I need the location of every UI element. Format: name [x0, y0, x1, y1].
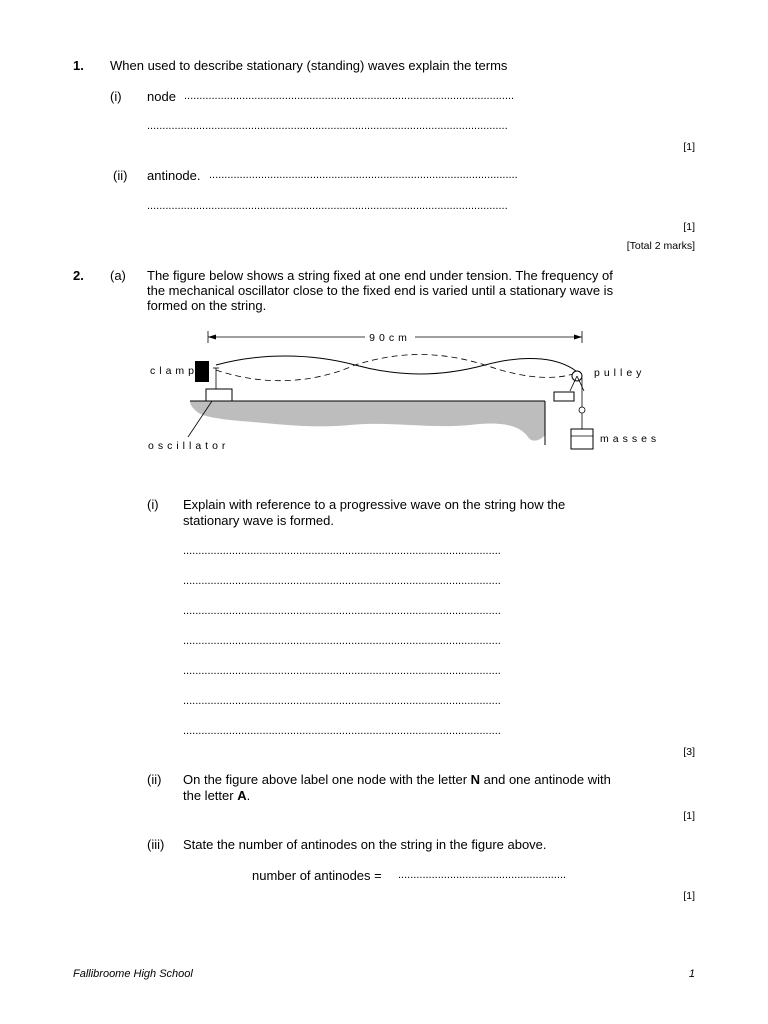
q2-intro-line-1: The figure below shows a string fixed at one end under tension. The frequency of	[147, 268, 613, 283]
q2-iii-label: (iii)	[147, 837, 165, 852]
q2-i-answer-line[interactable]: ........................................................................................................	[183, 725, 501, 737]
q2-i-answer-line[interactable]: ........................................................................................................	[183, 635, 501, 647]
q1-i-answer-line-2[interactable]: ......................................................................................................................	[147, 120, 508, 132]
masses-block	[571, 429, 593, 449]
q1-prompt: When used to describe stationary (standing) waves explain the terms	[110, 58, 508, 73]
q1-total-marks: [Total 2 marks]	[626, 240, 695, 252]
masses-label: masses	[600, 433, 660, 445]
q2-intro-line-3: formed on the string.	[147, 298, 267, 313]
antinode-letter: A	[237, 788, 247, 803]
q2-ii-mark: [1]	[683, 810, 695, 822]
q1-i-answer-line-1[interactable]: ............................................................................................................	[184, 90, 515, 102]
q2-ii-text-line-2	[183, 788, 250, 803]
q2-intro-line-2: the mechanical oscillator close to the fixed end is varied until a stationary wave is	[147, 283, 614, 298]
q1-ii-term: antinode.	[147, 168, 201, 183]
q1-ii-label: (ii)	[113, 168, 128, 183]
node-letter: N	[470, 772, 481, 787]
q2-i-text-line-2: stationary wave is formed.	[183, 513, 335, 528]
footer-page-number: 1	[688, 968, 695, 980]
q2-ii-text-d: .	[246, 788, 251, 803]
dimension-arrow-right	[574, 335, 582, 340]
footer-school: Fallibroome High School	[73, 968, 193, 980]
antinode-count-prefix: number of antinodes =	[252, 868, 382, 883]
bench-shading	[190, 401, 545, 441]
q1-i-label: (i)	[110, 89, 122, 104]
q2-i-answer-line[interactable]: ........................................................................................................	[183, 605, 501, 617]
q2-iii-text: State the number of antinodes on the string in the figure above.	[183, 837, 547, 852]
pulley-label: pulley	[594, 367, 646, 379]
q1-ii-answer-line-2[interactable]: ......................................................................................................................	[147, 200, 508, 212]
q2-number: 2.	[73, 268, 84, 283]
q2-a-label: (a)	[110, 268, 126, 283]
pulley-block	[554, 392, 574, 401]
q2-i-mark: [3]	[683, 746, 695, 758]
q2-i-text-line-1: Explain with reference to a progressive wave on the string how the	[183, 497, 566, 512]
q2-ii-text-line-1	[183, 772, 611, 787]
q2-i-answer-line[interactable]: ........................................................................................................	[183, 695, 501, 707]
q1-i-mark: [1]	[683, 141, 695, 153]
q2-ii-text-a: On the figure above label one node with the letter	[183, 772, 471, 787]
oscillator-box	[206, 389, 232, 401]
q1-ii-answer-line-1[interactable]: .....................................................................................................	[209, 169, 518, 181]
oscillator-label: oscillator	[148, 440, 230, 452]
q2-ii-label: (ii)	[147, 772, 162, 787]
q2-i-answer-line[interactable]: ........................................................................................................	[183, 575, 501, 587]
q2-i-label: (i)	[147, 497, 159, 512]
stationary-wave-figure	[140, 325, 660, 455]
q1-i-term: node	[147, 89, 176, 104]
antinode-count-answer-line[interactable]: .......................................................	[398, 869, 567, 881]
q2-ii-text-c: the letter	[183, 788, 238, 803]
string-wave-solid	[216, 356, 576, 374]
q2-iii-mark: [1]	[683, 890, 695, 902]
length-label: 90cm	[369, 332, 411, 344]
masses-hook	[579, 407, 585, 413]
q1-number: 1.	[73, 58, 84, 73]
q2-i-answer-line[interactable]: ........................................................................................................	[183, 665, 501, 677]
q1-ii-mark: [1]	[683, 221, 695, 233]
clamp-label: clamp	[150, 365, 199, 377]
dimension-arrow-left	[208, 335, 216, 340]
q2-i-answer-line[interactable]: ........................................................................................................	[183, 545, 501, 557]
q2-ii-text-b: and one antinode with	[480, 772, 611, 787]
